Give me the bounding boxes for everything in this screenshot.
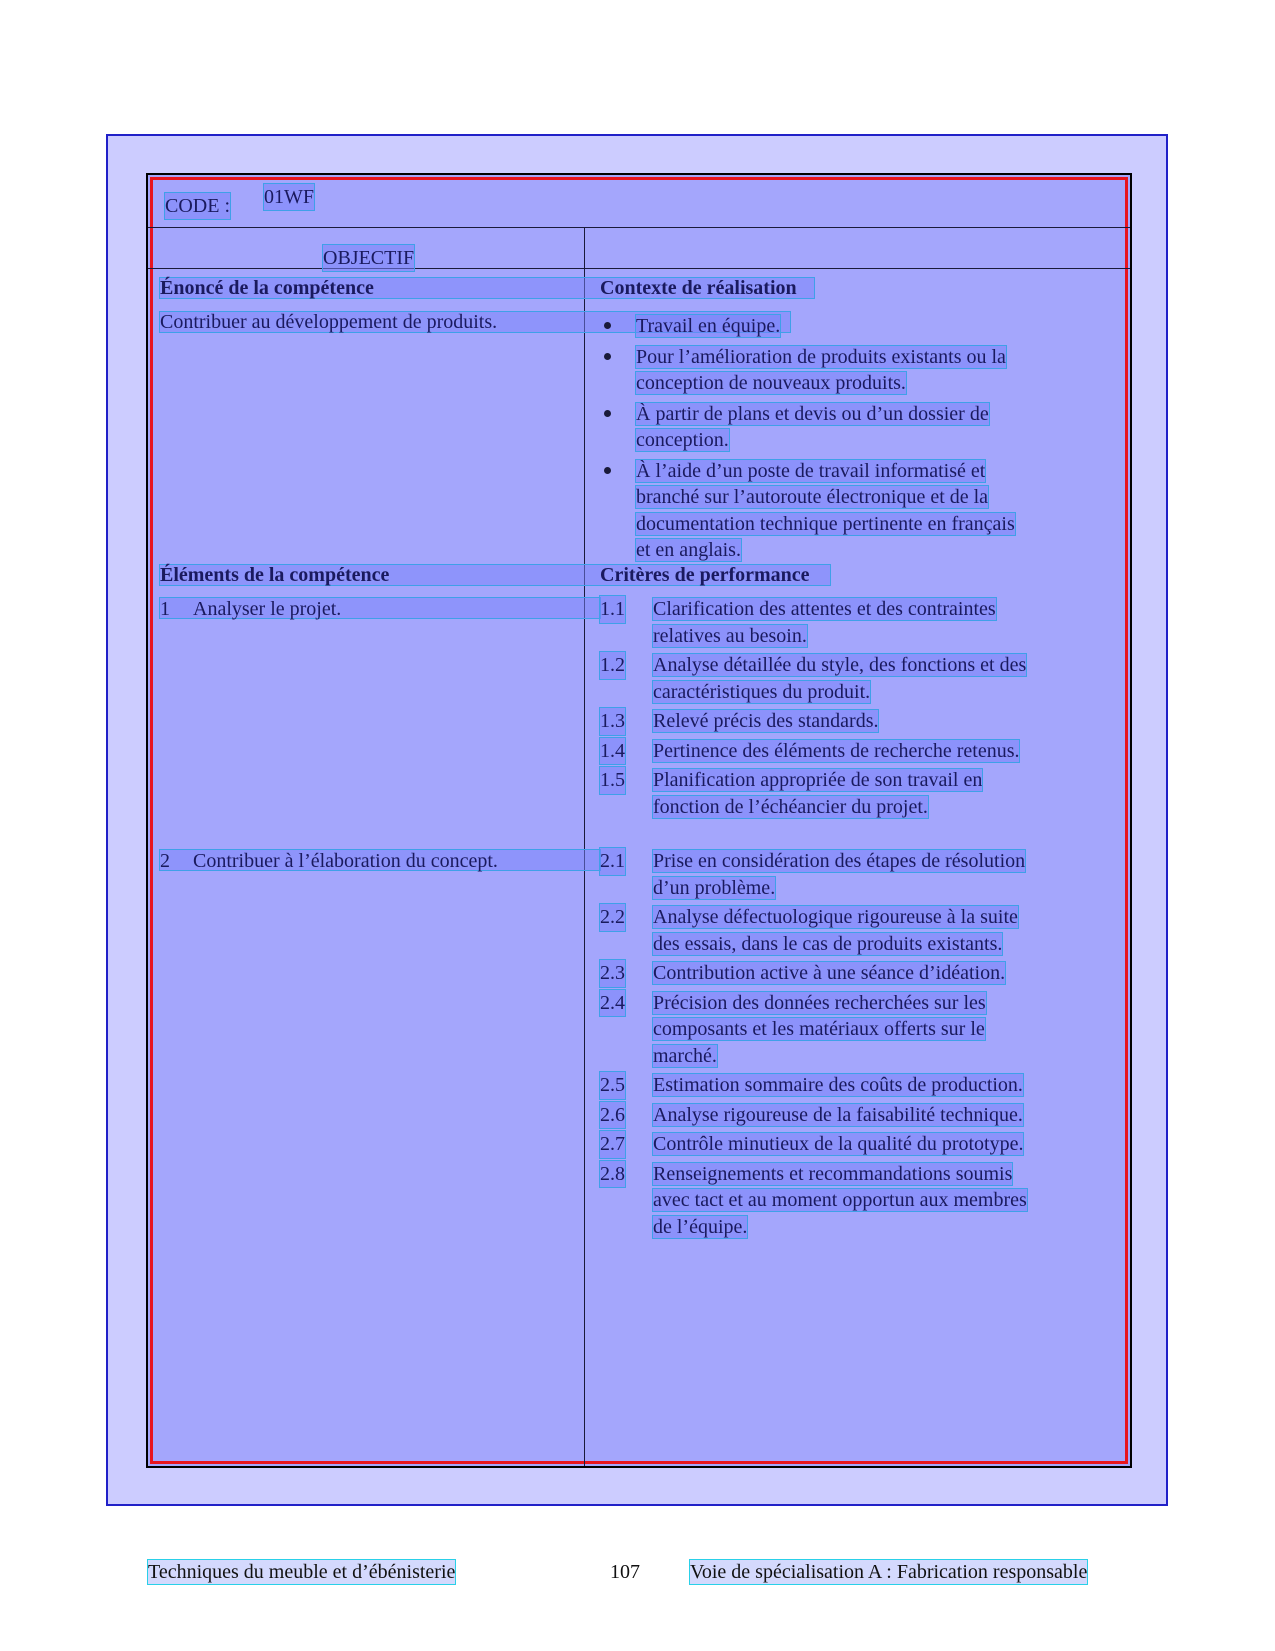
critere-line: composants et les matériaux offerts sur le	[653, 1018, 985, 1040]
critere-line: Clarification des attentes et des contraintes	[653, 598, 996, 620]
element-1-number: 1	[160, 598, 170, 620]
critere-number: 2.8	[600, 1161, 625, 1188]
critere-line: des essais, dans le cas de produits existants.	[653, 932, 1003, 955]
objectif-label: OBJECTIF	[323, 247, 415, 269]
contexte-item-line: conception de nouveaux produits.	[636, 372, 906, 394]
critere-line: relatives au besoin.	[653, 624, 807, 647]
critere-line: marché.	[653, 1044, 717, 1067]
rule-below-code	[148, 227, 1130, 228]
critere-item	[600, 904, 1080, 957]
contexte-item-line: branché sur l’autoroute électronique et de la	[636, 486, 989, 508]
critere-number: 1.4	[600, 738, 625, 765]
contexte-item-line: conception.	[636, 429, 729, 451]
critere-line: avec tact et au moment opportun aux membres	[653, 1189, 1027, 1211]
critere-line: caractéristiques du produit.	[653, 680, 871, 703]
critere-item	[600, 596, 1080, 649]
enonce-heading: Énoncé de la compétence	[160, 277, 374, 299]
critere-number: 1.5	[600, 767, 625, 794]
bullet-icon	[604, 353, 611, 360]
critere-line: Contribution active à une séance d’idéation.	[653, 962, 1006, 984]
critere-line: Analyse rigoureuse de la faisabilité technique.	[653, 1103, 1023, 1126]
bullet-icon	[604, 467, 611, 474]
critere-number: 2.1	[600, 848, 625, 875]
footer-specialisation: Voie de spécialisation A : Fabrication responsable	[690, 1561, 1088, 1583]
critere-item	[600, 1131, 1080, 1158]
code-value: 01WF	[264, 186, 314, 208]
critere-item	[600, 1072, 1080, 1099]
contexte-item	[600, 458, 1070, 564]
critere-line: Analyse détaillée du style, des fonctions et des	[653, 654, 1027, 676]
critere-line: Renseignements et recommandations soumis	[653, 1162, 1013, 1185]
critere-item	[600, 767, 1080, 820]
critere-item	[600, 848, 1080, 901]
critere-number: 2.2	[600, 904, 625, 931]
critere-line: Relevé précis des standards.	[653, 710, 879, 732]
critere-number: 2.5	[600, 1072, 625, 1099]
contexte-list	[600, 313, 1070, 568]
critere-line: Planification appropriée de son travail en	[653, 769, 983, 791]
critere-number: 2.6	[600, 1102, 625, 1129]
critere-line: fonction de l’échéancier du projet.	[653, 795, 928, 818]
criteres-heading: Critères de performance	[600, 564, 810, 586]
elements-heading: Éléments de la compétence	[160, 564, 390, 586]
contexte-item	[600, 401, 1070, 454]
critere-line: d’un problème.	[653, 876, 776, 899]
criteres-list-1	[600, 596, 1080, 823]
critere-number: 1.3	[600, 708, 625, 735]
critere-line: Contrôle minutieux de la qualité du prototype.	[653, 1133, 1024, 1155]
critere-item	[600, 1161, 1080, 1241]
critere-item	[600, 708, 1080, 735]
critere-line: Pertinence des éléments de recherche retenus.	[653, 739, 1020, 762]
bullet-icon	[604, 410, 611, 417]
critere-line: Estimation sommaire des coûts de production.	[653, 1074, 1023, 1096]
footer-title: Techniques du meuble et d’ébénisterie	[148, 1561, 456, 1583]
critere-line: Précision des données recherchées sur les	[653, 991, 986, 1014]
critere-number: 2.7	[600, 1131, 625, 1158]
criteres-list-2	[600, 848, 1080, 1243]
rule-below-objectif	[148, 268, 1130, 269]
critere-number: 1.2	[600, 652, 625, 679]
critere-number: 1.1	[600, 596, 625, 623]
contexte-item-line: À l’aide d’un poste de travail informatisé et	[636, 459, 986, 482]
contexte-heading: Contexte de réalisation	[600, 277, 797, 299]
contexte-item	[600, 313, 1070, 340]
contexte-item-line: Travail en équipe.	[636, 315, 781, 337]
enonce-text: Contribuer au développement de produits.	[160, 311, 498, 333]
bullet-icon	[604, 322, 611, 329]
critere-item	[600, 960, 1080, 987]
column-divider	[584, 227, 585, 1466]
footer-page-number: 107	[610, 1561, 640, 1583]
contexte-item-line: documentation technique pertinente en français	[636, 512, 1015, 535]
contexte-item-line: À partir de plans et devis ou d’un dossier de	[636, 402, 989, 425]
critere-item	[600, 1102, 1080, 1129]
critere-item	[600, 652, 1080, 705]
contexte-item-line: et en anglais.	[636, 539, 741, 561]
critere-item	[600, 738, 1080, 765]
critere-number: 2.3	[600, 960, 625, 987]
critere-number: 2.4	[600, 990, 625, 1017]
element-2-text: Contribuer à l’élaboration du concept.	[193, 850, 498, 872]
critere-line: Analyse défectuologique rigoureuse à la suite	[653, 906, 1018, 928]
critere-line: de l’équipe.	[653, 1215, 748, 1238]
critere-line: Prise en considération des étapes de résolution	[653, 850, 1026, 872]
code-label: CODE :	[165, 195, 230, 217]
contexte-item	[600, 344, 1070, 397]
contexte-item-line: Pour l’amélioration de produits existants ou la	[636, 345, 1006, 368]
critere-item	[600, 990, 1080, 1070]
element-2-number: 2	[160, 850, 170, 872]
element-1-text: Analyser le projet.	[193, 598, 342, 620]
